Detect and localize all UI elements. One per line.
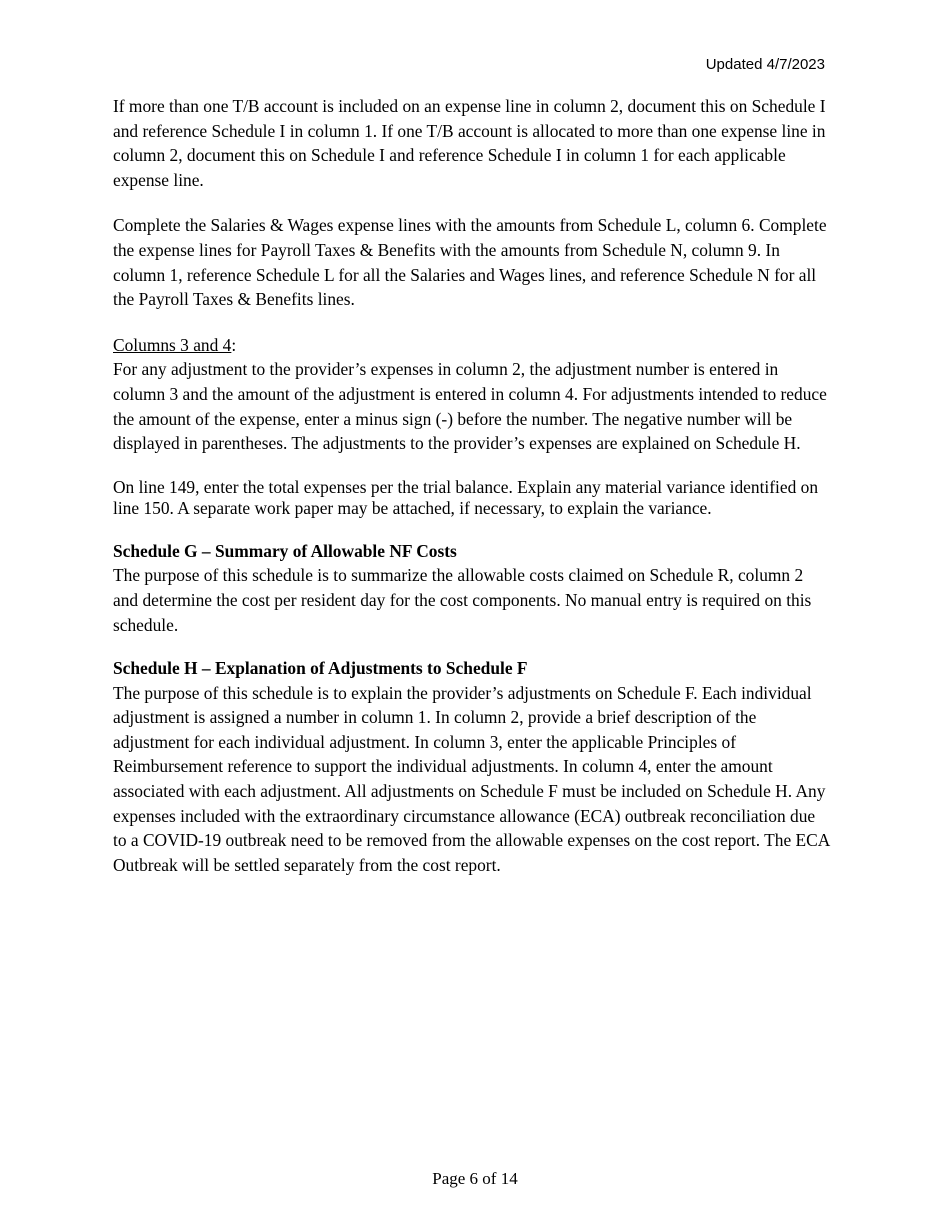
paragraph-adjustments: For any adjustment to the provider’s expenses in column 2, the adjustment number is entered in column 3 and the amount of the adjustment is entered in column 4. For adjustments intended to reduce the amount of the expense, enter a minus sign (-) before the number. The negative number will be displayed in parentheses. The adjustments to the provider’s expenses are explained on Schedule H.: [113, 359, 827, 454]
document-body: [113, 94, 831, 877]
updated-date: Updated 4/7/2023: [705, 56, 825, 73]
columns-heading-colon: :: [231, 334, 237, 355]
paragraph-schedule-g: The purpose of this schedule is to summarize the allowable costs claimed on Schedule R, column 2 and determine the cost per resident day for the cost components. No manual entry is required on this schedule.: [113, 565, 812, 635]
columns-heading-line: [113, 333, 831, 358]
page-number: Page 6 of 14: [432, 1169, 518, 1188]
paragraph-schedule-h: The purpose of this schedule is to explain the provider’s adjustments on Schedule F. Each individual adjustment is assigned a number in column 1. In column 2, provide a brief description of the adjustment for each individual adjustment. In column 3, enter the applicable Principles of Reimbursement reference to support the individual adjustments. In column 4, enter the amount associated with each adjustment. All adjustments on Schedule F must be included on Schedule H. Any expenses included with the extraordinary circumstance allowance (ECA) outbreak reconciliation due to a COVID-19 outbreak need to be removed from the allowable expenses on the cost report. The ECA Outbreak will be settled separately from the cost report.: [113, 682, 830, 875]
paragraph-salaries-wages: Complete the Salaries & Wages expense lines with the amounts from Schedule L, column 6. Complete the expense lines for Payroll Taxes & Benefits with the amounts from Schedule N, column 9. In column 1, reference Schedule L for all the Salaries and Wages lines, and reference Schedule N for all the Payroll Taxes & Benefits lines.: [113, 215, 827, 310]
schedule-g-heading: Schedule G – Summary of Allowable NF Costs: [113, 540, 457, 561]
schedule-h-heading: Schedule H – Explanation of Adjustments to Schedule F: [113, 658, 528, 679]
paragraph-tb-account: If more than one T/B account is included on an expense line in column 2, document this on Schedule I and reference Schedule I in column 1. If one T/B account is allocated to more than one expense line in column 2, document this on Schedule I and reference Schedule I in column 1 for each applicable expense line.: [113, 96, 826, 190]
columns-heading: Columns 3 and 4: [113, 334, 232, 355]
paragraph-total-expenses: On line 149, enter the total expenses per the trial balance. Explain any material variance identified on line 150. A separate work paper may be attached, if necessary, to explain the variance.: [113, 476, 819, 519]
